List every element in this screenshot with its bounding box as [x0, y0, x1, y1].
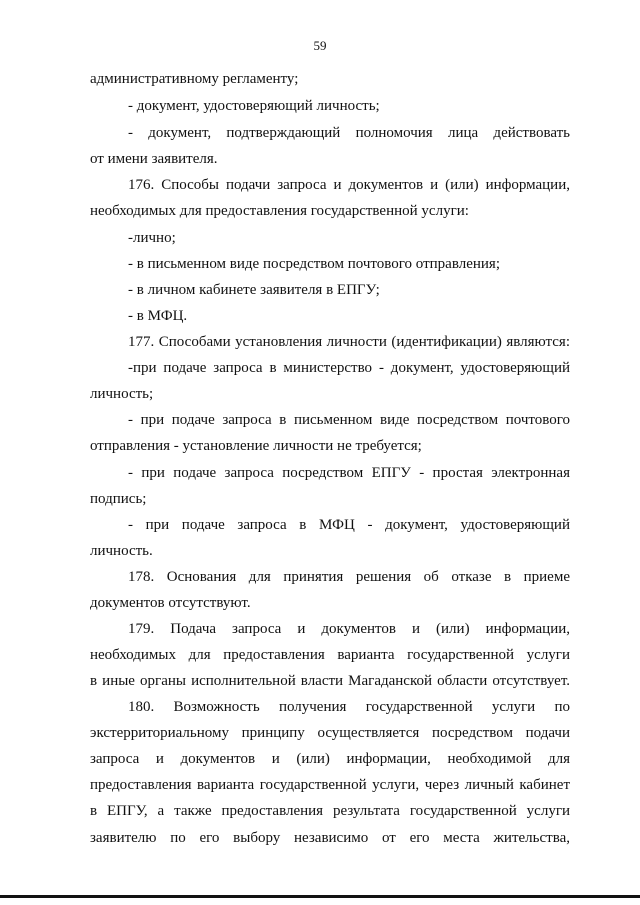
page-bottom-edge — [0, 895, 640, 898]
text-line: - при подаче запроса в письменном виде посредством почтового — [128, 412, 570, 428]
text-line: от имени заявителя. — [90, 151, 218, 167]
text-line: 176. Способы подачи запроса и документов и (или) информации, — [128, 177, 570, 193]
text-line: запроса и документов и (или) информации, необходимой для — [90, 751, 570, 767]
text-line: - в МФЦ. — [128, 308, 188, 324]
text-line: - при подаче запроса посредством ЕПГУ - простая электронная — [128, 465, 570, 481]
text-line: документов отсутствуют. — [90, 595, 251, 611]
text-line: личность. — [90, 543, 153, 559]
page-number: 59 — [313, 38, 327, 53]
text-line: 178. Основания для принятия решения об отказе в приеме — [128, 569, 570, 585]
text-line: личность; — [90, 386, 154, 402]
text-line: отправления - установление личности не требуется; — [90, 438, 422, 454]
text-line: административному регламенту; — [90, 71, 299, 87]
text-line: в ЕПГУ, а также предоставления результата государственной услуги — [90, 803, 570, 819]
text-line: подпись; — [90, 491, 147, 507]
text-line: - документ, подтверждающий полномочия лица действовать — [128, 125, 570, 141]
text-line: - в личном кабинете заявителя в ЕПГУ; — [128, 282, 380, 298]
text-line: заявителю по его выбору независимо от его места жительства, — [90, 830, 570, 846]
text-line: -лично; — [128, 230, 176, 246]
text-line: - в письменном виде посредством почтового отправления; — [128, 256, 500, 272]
text-line: 180. Возможность получения государственной услуги по — [128, 699, 570, 715]
text-line: необходимых для предоставления варианта государственной услуги — [90, 647, 570, 663]
text-line: 177. Способами установления личности (идентификации) являются: — [128, 334, 570, 350]
text-line: необходимых для предоставления государственной услуги: — [90, 203, 469, 219]
text-line: предоставления варианта государственной услуги, через личный кабинет — [90, 777, 570, 793]
text-line: - документ, удостоверяющий личность; — [128, 98, 380, 114]
text-line: 179. Подача запроса и документов и (или) информации, — [128, 621, 570, 637]
text-line: экстерриториальному принципу осуществляется посредством подачи — [90, 725, 570, 741]
text-line: - при подаче запроса в МФЦ - документ, удостоверяющий — [128, 517, 570, 533]
text-line: -при подаче запроса в министерство - документ, удостоверяющий — [128, 360, 570, 376]
text-line: в иные органы исполнительной власти Магаданской области отсутствует. — [90, 673, 570, 689]
